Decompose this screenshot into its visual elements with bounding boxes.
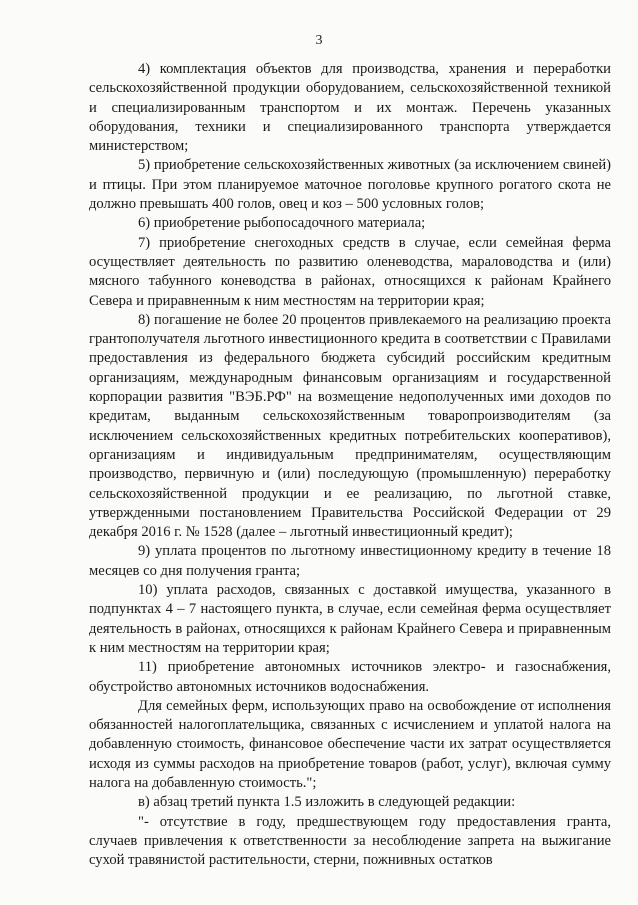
paragraph-item-4: 4) комплектация объектов для производства, хранения и переработки сельскохозяйственной продукции оборудованием, сельскохозяйственной техникой и специализированным транспортом и их монтаж. Перечень указанных оборудования, техники и специализированного транспорта утверждается министерством; [89, 61, 611, 155]
paragraph-vat-note: Для семейных ферм, использующих право на освобождение от исполнения обязанностей налогоплательщика, связанных с исчислением и уплатой налога на добавленную стоимость, финансовое обеспечение части их затрат осуществляется исходя из суммы расходов на приобретение товаров (работ, услуг), включая сумму налога на добавленную стоимость."; [89, 697, 611, 791]
paragraph-item-10: 10) уплата расходов, связанных с доставкой имущества, указанного в подпунктах 4 – 7 настоящего пункта, в случае, если семейная ферма осуществляет деятельность в районах, относящихся к районам Крайнего Севера и приравненным к ним местностям на территории края; [89, 582, 611, 656]
paragraph-item-5: 5) приобретение сельскохозяйственных животных (за исключением свиней) и птицы. При этом планируемое маточное поголовье крупного рогатого скота не должно превышать 400 голов, овец и коз – 500 условных голов; [89, 157, 611, 213]
page-number: 3 [315, 33, 323, 48]
document-body [89, 60, 611, 870]
paragraph-item-9: 9) уплата процентов по льготному инвестиционному кредиту в течение 18 месяцев со дня получения гранта; [89, 543, 611, 579]
paragraph-amendment-v: в) абзац третий пункта 1.5 изложить в следующей редакции: [138, 794, 516, 811]
paragraph-item-7: 7) приобретение снегоходных средств в случае, если семейная ферма осуществляет деятельность по развитию оленеводства, мараловодства и (или) мясного табунного коневодства в районах, относящихся к районам Крайнего Севера и приравненным к ним местностям на территории края; [89, 234, 611, 309]
paragraph-quoted-text: "- отсутствие в году, предшествующем году предоставления гранта, случаев привлечения к ответственности за несоблюдение запрета на выжигание сухой травянистой растительности, стерни, пожнивных остатков [89, 813, 611, 869]
paragraph-item-6: 6) приобретение рыбопосадочного материала; [138, 215, 426, 232]
paragraph-item-8: 8) погашение не более 20 процентов привлекаемого на реализацию проекта грантополучателя льготного инвестиционного кредита в соответствии с Правилами предоставления из федерального бюджета субсидий российским кредитным организациям, международным финансовым организациям и государственной корпорации развития "ВЭБ.РФ" на возмещение недополученных ими доходов по кредитам, выданным сельскохозяйственным товаропроизводителям (за исключением сельскохозяйственных кредитных потребительских кооперативов), организациям и индивидуальным предпринимателям, осуществляющим производство, первичную и (или) последующую (промышленную) переработку сельскохозяйственной продукции и ее реализацию, по льготной ставке, утвержденными постановлением Правительства Российской Федерации от 29 декабря 2016 г. № 1528 (далее – льготный инвестиционный кредит); [89, 311, 611, 541]
paragraph-item-11: 11) приобретение автономных источников электро- и газоснабжения, обустройство автономных источников водоснабжения. [89, 659, 611, 695]
